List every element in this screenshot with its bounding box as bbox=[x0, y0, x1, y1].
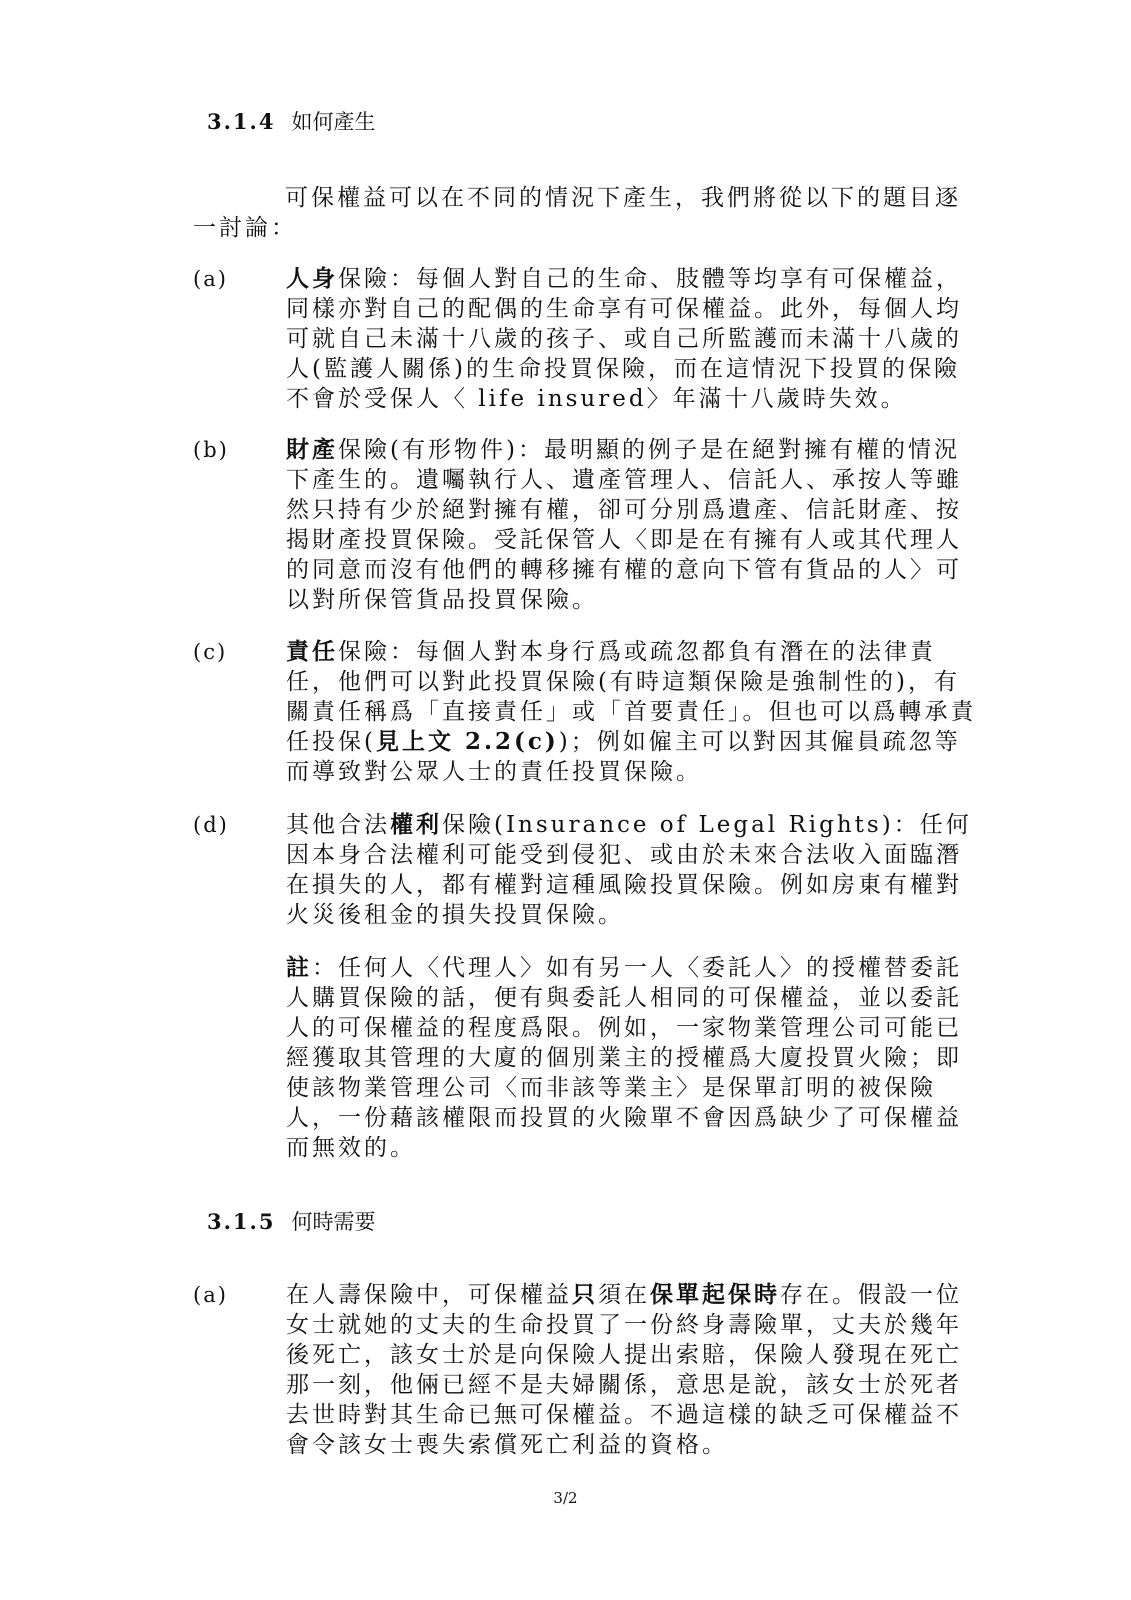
item-text: 保險(有形物件)：最明顯的例子是在絕對擁有權的情況下產生的。遺囑執行人、遺產管理人、信託人、承按人等雖然只持有少於絕對擁有權，卻可分別爲遺產、信託財產、按揭財產投買保險。受託保管人〈即是在有擁有人或其代理人的同意而沒有他們的轉移擁有權的意向下管有貨品的人〉可以對所保管貨品投買保險。 bbox=[286, 437, 962, 613]
item-body bbox=[286, 264, 980, 414]
note-paragraph bbox=[286, 953, 980, 1163]
note-label: 註 bbox=[286, 954, 312, 981]
item-keyword: 權利 bbox=[390, 811, 442, 838]
item-label: (b) bbox=[193, 438, 229, 462]
page-number: 3/2 bbox=[553, 1489, 578, 1507]
section-number: 3.1.5 bbox=[207, 1209, 276, 1234]
item-keyword-inception: 保單起保時 bbox=[650, 1281, 780, 1308]
item-body bbox=[286, 810, 980, 930]
item-text-1: 在人壽保險中，可保權益 bbox=[286, 1282, 572, 1308]
item-text: 保險(Insurance of Legal Rights)：任何因本身合法權利可能受到侵犯、或由於未來合法收入面臨潛在損失的人，都有權對這種風險投買保險。例如房東有權對火災後租金的損失投買保險。 bbox=[286, 812, 972, 928]
section-number: 3.1.4 bbox=[207, 109, 276, 134]
item-keyword-only: 只 bbox=[572, 1281, 598, 1308]
item-text-3: 存在。假設一位女士就她的丈夫的生命投買了一份終身壽險單，丈夫於幾年後死亡，該女士於是向保險人提出索賠，保險人發現在死亡那一刻，他倆已經不是夫婦關係，意思是說，該女士於死者去世時對其生命已無可保權益。不過這樣的缺乏可保權益不會令該女士喪失索償死亡利益的資格。 bbox=[286, 1282, 962, 1458]
item-keyword: 人身 bbox=[286, 265, 338, 292]
item-label: (a) bbox=[193, 1283, 228, 1307]
section-heading-3-1-4 bbox=[207, 107, 375, 137]
item-body bbox=[286, 637, 980, 787]
item-text: 保險：每個人對本身行爲或疏忽都負有潛在的法律責任，他們可以對此投買保險(有時這類保險是強制性的)，有關責任稱爲「直接責任」或「首要責任」。但也可以爲轉承責任投保( bbox=[286, 639, 977, 755]
item-keyword: 責任 bbox=[286, 638, 338, 665]
section-title: 如何產生 bbox=[291, 110, 376, 134]
item-text-tail: )；例如僱主可以對因其僱員疏忽等而導致對公眾人士的責任投買保險。 bbox=[286, 729, 961, 785]
note-text: ：任何人〈代理人〉如有另一人〈委託人〉的授權替委託人購買保險的話，便有與委託人相同的可保權益，並以委託人的可保權益的程度爲限。例如，一家物業管理公司可能已經獲取其管理的大廈的個別業主的授權爲大廈投買火險；即使該物業管理公司〈而非該等業主〉是保單訂明的被保險人，一份藉該權限而投買的火險單不會因爲缺少了可保權益而無效的。 bbox=[286, 955, 962, 1161]
item-body bbox=[286, 435, 980, 615]
section-heading-3-1-5 bbox=[207, 1207, 375, 1237]
item-text-lead: 其他合法 bbox=[286, 812, 390, 838]
item-label: (c) bbox=[193, 640, 228, 664]
cross-reference: 見上文 2.2(c) bbox=[375, 728, 559, 755]
item-keyword: 財產 bbox=[286, 436, 338, 463]
item-text-2: 須在 bbox=[598, 1282, 650, 1308]
item-body bbox=[286, 1280, 980, 1460]
item-label: (a) bbox=[193, 267, 228, 291]
section-title: 何時需要 bbox=[291, 1210, 376, 1234]
item-text: 保險：每個人對自己的生命、肢體等均享有可保權益，同樣亦對自己的配偶的生命享有可保權益。此外，每個人均可就自己未滿十八歲的孩子、或自己所監護而未滿十八歲的人(監護人關係)的生命投買保險，而在這情況下投買的保險不會於受保人〈 life insured〉年滿十八歲時失效。 bbox=[286, 266, 962, 412]
intro-text: 可保權益可以在不同的情況下產生，我們將從以下的題目逐一討論： bbox=[193, 185, 961, 241]
item-label: (d) bbox=[193, 813, 229, 837]
intro-paragraph bbox=[193, 183, 980, 243]
